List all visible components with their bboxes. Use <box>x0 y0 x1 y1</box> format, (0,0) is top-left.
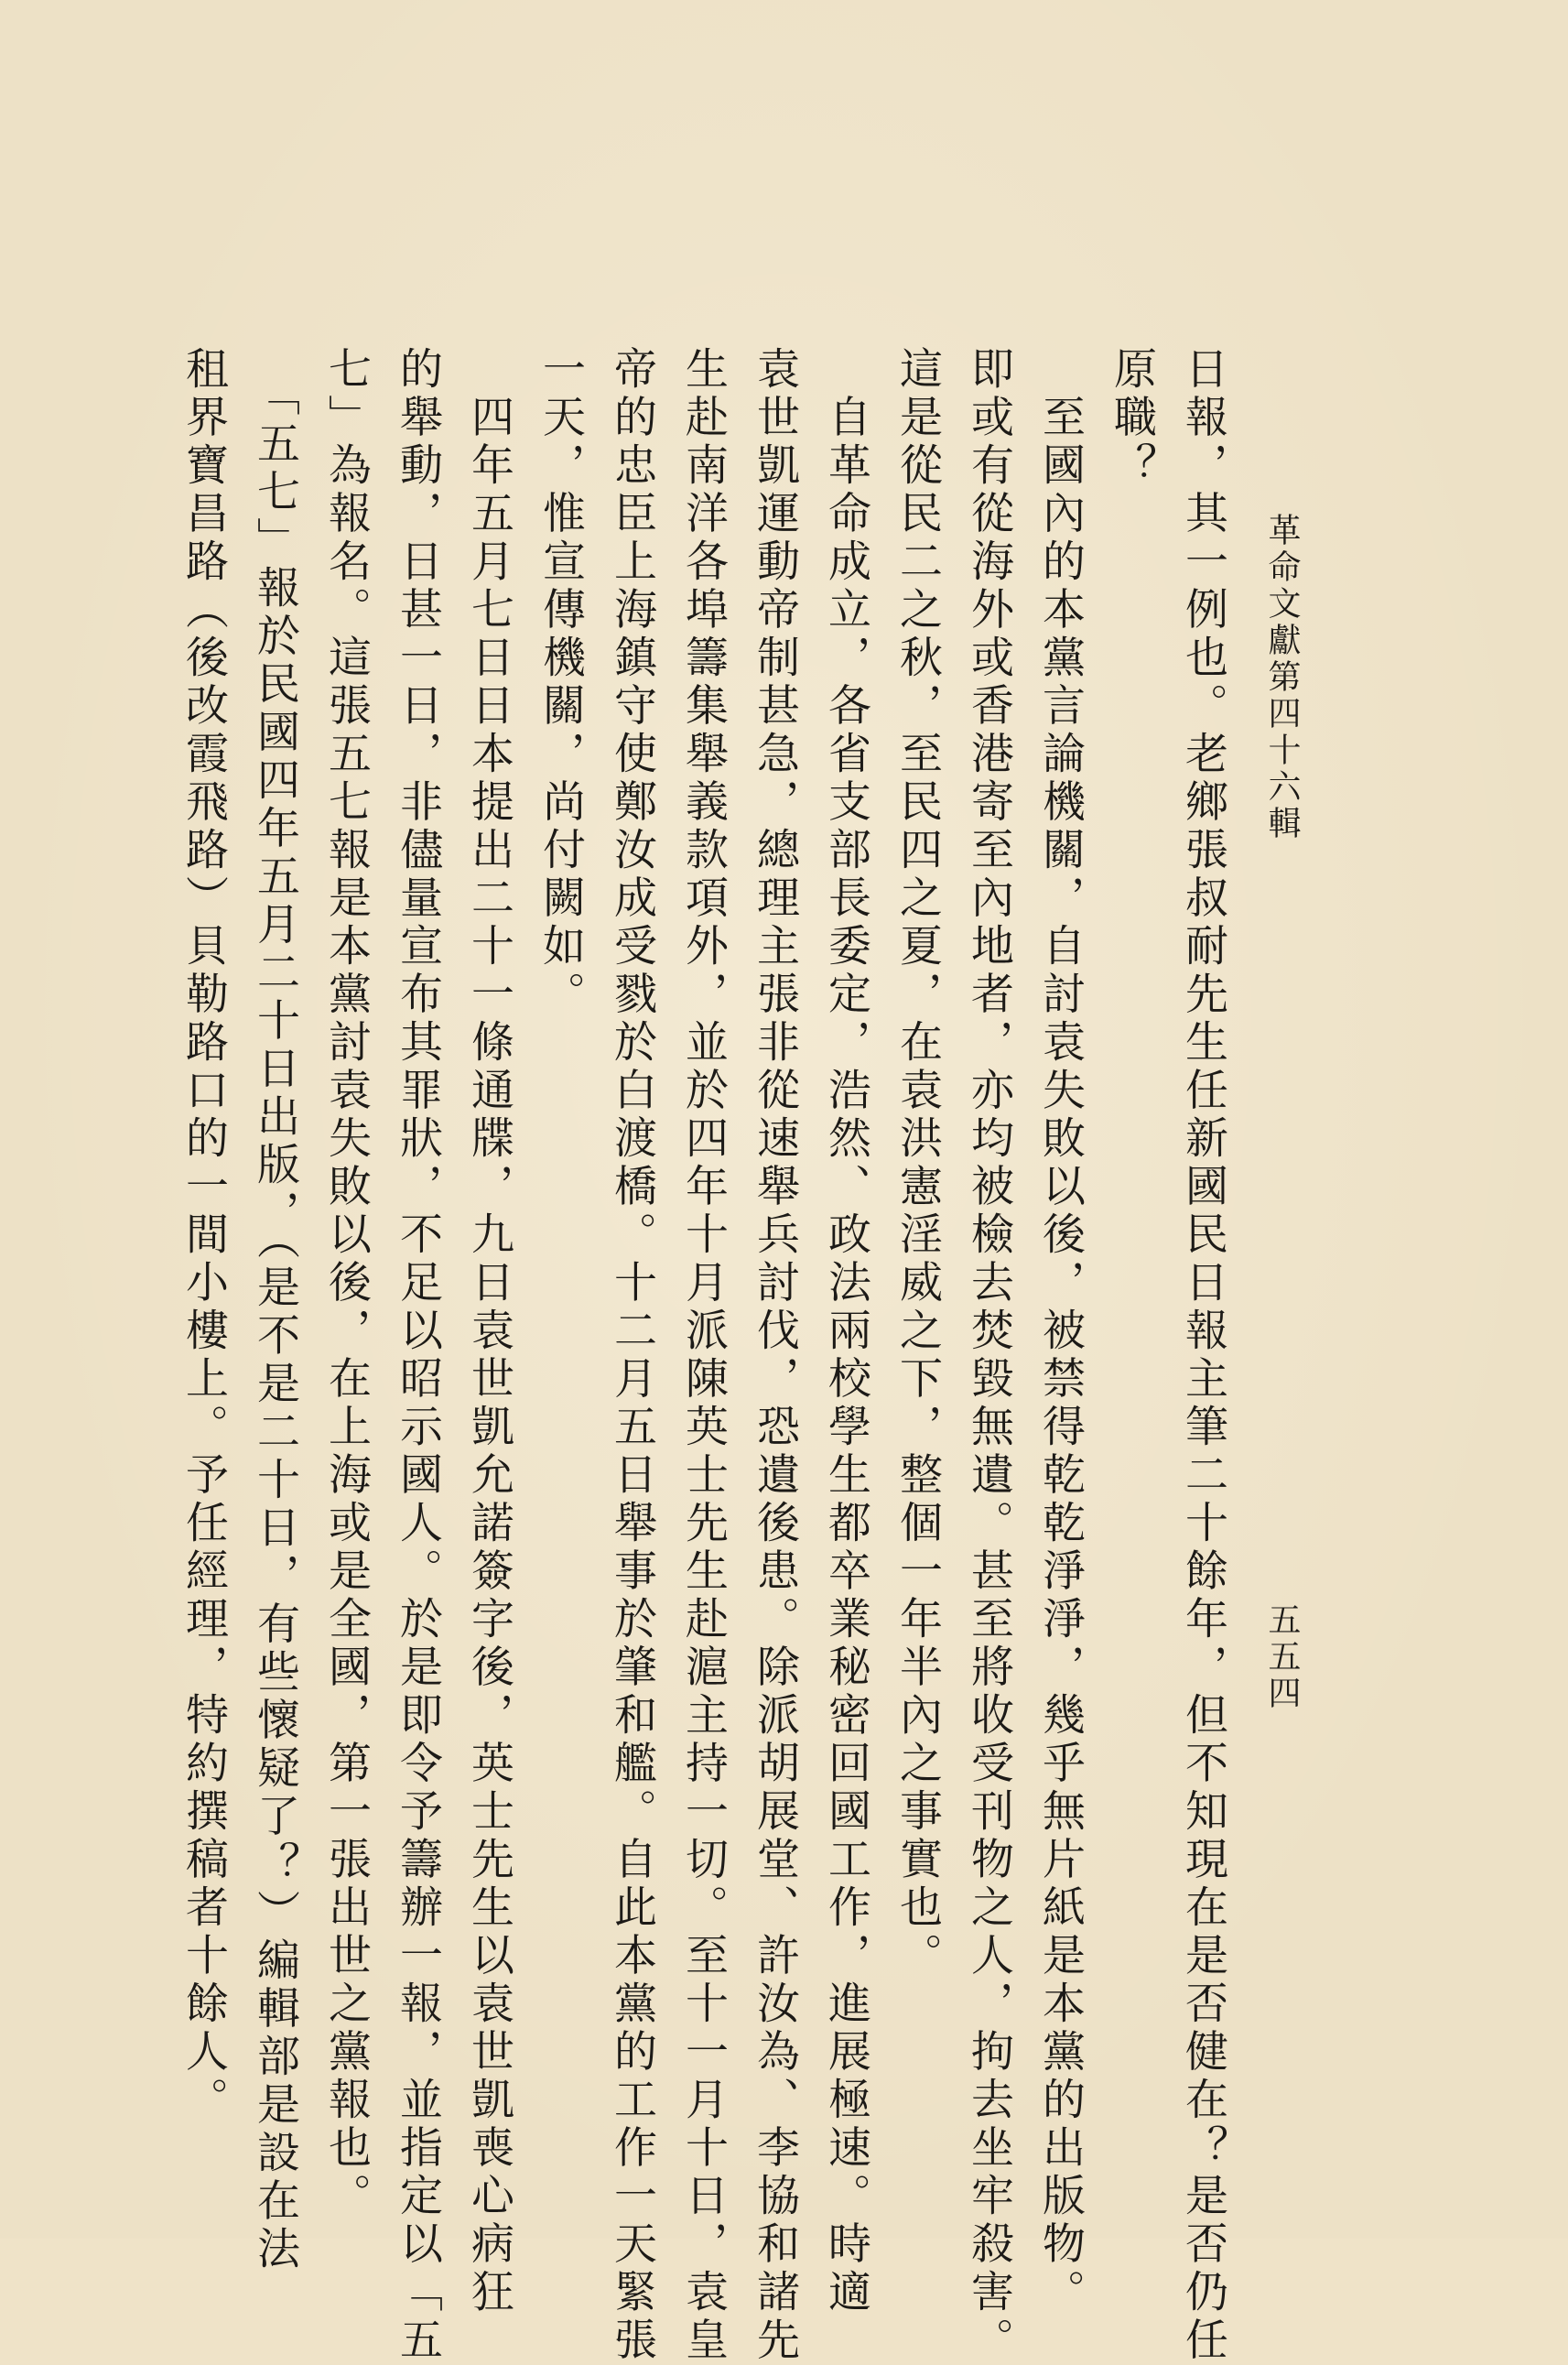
text-column: 租界寶昌路（後改霞飛路）貝勒路口的一間小樓上。予任經理，特約撰稿者十餘人。 <box>178 346 229 2125</box>
page-number: 五五四 <box>1263 1602 1301 1712</box>
text-column: 至國內的本黨言論機關，自討袁失敗以後，被禁得乾乾淨淨，幾乎無片紙是本黨的出版物。 <box>1035 346 1086 2317</box>
text-column: 的舉動，日甚一日，非儘量宣布其罪狀，不足以昭示國人。於是即令予籌辦一報，並指定以「五 <box>393 346 443 2365</box>
text-column: 七」為報名。這張五七報是本黨討袁失敗以後，在上海或是全國，第一張出世之黨報也。 <box>321 346 372 2221</box>
text-column: 自革命成立，各省支部長委定，浩然、政法兩校學生都卒業秘密回國工作，進展極速。時適 <box>821 346 871 2317</box>
running-title: 革命文獻第四十六輯 <box>1263 513 1301 842</box>
text-column: 袁世凱運動帝制甚急，總理主張非從速舉兵討伐，恐遺後患。除派胡展堂、許汝為、李協和諸先 <box>750 346 800 2365</box>
text-column: 日報，其一例也。老鄉張叔耐先生任新國民日報主筆二十餘年，但不知現在是否健在？是否仍任 <box>1178 346 1228 2365</box>
text-column: 生赴南洋各埠籌集舉義款項外，並於四年十月派陳英士先生赴滬主持一切。至十一月十日，袁皇 <box>678 346 729 2365</box>
text-column: 四年五月七日日本提出二十一條通牒，九日袁世凱允諾簽字後，英士先生以袁世凱喪心病狂 <box>464 346 514 2317</box>
text-column: 「五七」報於民國四年五月二十日出版，（是不是二十日，有些懷疑了？）編輯部是設在法 <box>250 346 300 2274</box>
text-column: 帝的忠臣上海鎮守使鄭汝成受戮於白渡橋。十二月五日舉事於肇和艦。自此本黨的工作一天緊張 <box>607 346 657 2365</box>
text-column: 這是從民二之秋，至民四之夏，在袁洪憲淫威之下，整個一年半內之事實也。 <box>892 346 943 1980</box>
text-column: 即或有從海外或香港寄至內地者，亦均被檢去焚毀無遺。甚至將收受刊物之人，拘去坐牢殺害。 <box>964 346 1014 2365</box>
text-column: 原職？ <box>1107 346 1157 491</box>
text-column: 一天，惟宣傳機關，尚付闕如。 <box>535 346 586 1019</box>
